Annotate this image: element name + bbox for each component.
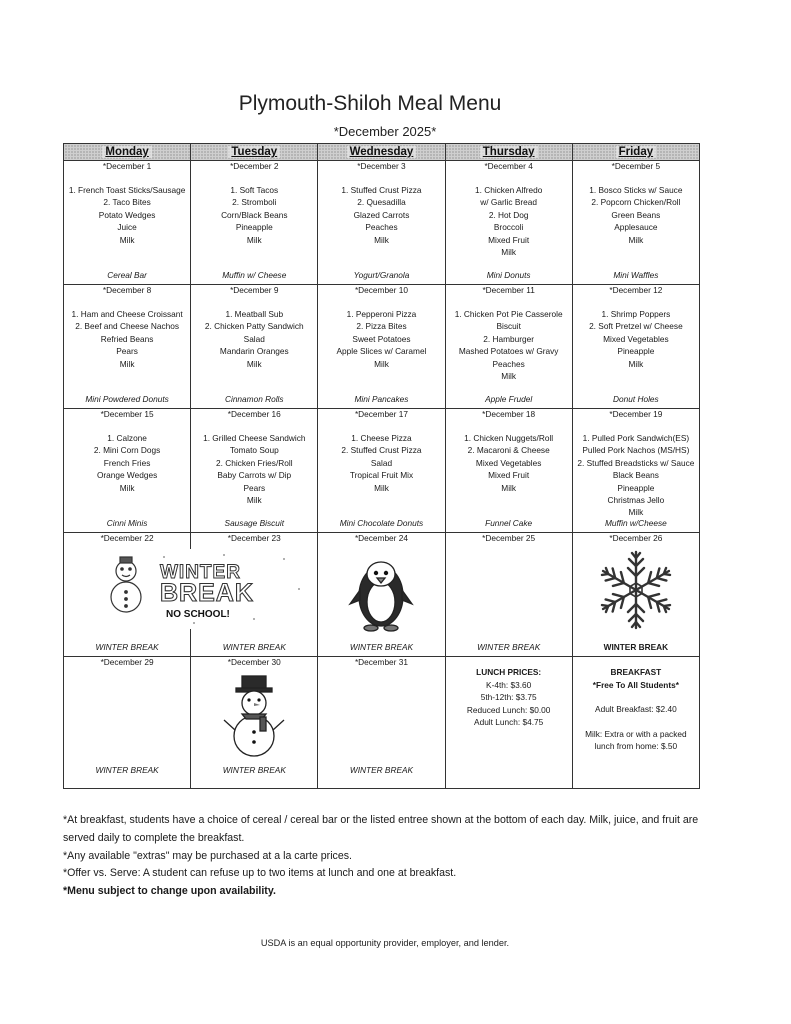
menu-item: Refried Beans (100, 333, 154, 344)
menu-item: Black Beans (612, 470, 659, 481)
day-cell (191, 409, 318, 533)
winter-break-label: WINTER BREAK (222, 764, 286, 775)
price-line: Reduced Lunch: $0.00 (466, 704, 551, 715)
menu-item: Milk (374, 358, 389, 369)
menu-item: 2. Hamburger (483, 333, 535, 344)
breakfast-item: Cinni Minis (106, 517, 148, 528)
price-line: 5th-12th: $3.75 (480, 692, 537, 703)
menu-items (573, 184, 699, 246)
menu-item: Mixed Vegetables (475, 457, 542, 468)
day-cell (318, 409, 445, 533)
menu-item: 1. Pepperoni Pizza (346, 309, 417, 319)
day-cell (445, 285, 572, 409)
day-date: *December 31 (354, 657, 408, 667)
day-cell (572, 409, 699, 533)
breakfast-item: Sausage Biscuit (224, 517, 285, 528)
menu-items (64, 184, 190, 246)
menu-item: 1. Soft Tacos (230, 185, 279, 195)
breakfast-item: Mini Pancakes (354, 393, 409, 404)
winter-break-label: WINTER BREAK (95, 764, 159, 775)
day-cell (445, 161, 572, 285)
break-text: BREAK (160, 579, 254, 607)
menu-item: 2. Mini Corn Dogs (93, 445, 161, 456)
menu-item: Pineapple (235, 222, 273, 233)
menu-item: Orange Wedges (96, 470, 158, 481)
menu-item: 2. Popcorn Chicken/Roll (591, 197, 681, 208)
day-cell (572, 533, 699, 657)
breakfast-heading: BREAKFAST (610, 667, 662, 677)
milk-price-line: lunch from home: $.50 (594, 741, 678, 752)
breakfast-item: Mini Powdered Donuts (85, 393, 169, 404)
winter-break-label: WINTER BREAK (222, 641, 286, 652)
menu-item: Milk (246, 358, 262, 369)
day-cell (191, 285, 318, 409)
day-date: *December 16 (227, 409, 281, 419)
menu-item: Green Beans (611, 209, 661, 220)
winter-break-label: WINTER BREAK (603, 641, 669, 652)
menu-item: 1. French Toast Sticks/Sausage (68, 185, 186, 195)
menu-items (191, 308, 317, 370)
menu-item: Tropical Fruit Mix (349, 470, 414, 481)
day-date: *December 23 (227, 533, 281, 543)
menu-item: 2. Soft Pretzel w/ Cheese (589, 321, 683, 332)
milk-price-line: Milk: Extra or with a packed (585, 728, 687, 739)
menu-item: 1. Cheese Pizza (351, 433, 412, 443)
menu-item: Pears (243, 482, 266, 493)
header-label: Monday (102, 146, 151, 158)
breakfast-item: Yogurt/Granola (353, 269, 410, 280)
day-date: *December 5 (611, 161, 661, 171)
page-subtitle: *December 2025* (333, 124, 437, 139)
menu-item: 2. Chicken Fries/Roll (216, 457, 293, 468)
menu-item: w/ Garlic Bread (480, 197, 538, 208)
header-thursday (445, 144, 572, 161)
snowman-graphic (191, 672, 317, 758)
header-label: Wednesday (347, 146, 417, 158)
breakfast-item: Cereal Bar (107, 269, 147, 280)
menu-item: 1. Calzone (107, 433, 147, 443)
menu-item: Mashed Potatoes w/ Gravy (458, 346, 559, 357)
menu-items (318, 432, 444, 494)
day-cell (318, 161, 445, 285)
menu-item: Pineapple (617, 482, 655, 493)
menu-item: Applesauce (614, 222, 658, 233)
week-row (64, 533, 700, 657)
day-date: *December 26 (609, 533, 663, 543)
usda-footer: USDA is an equal opportunity provider, employer, and lender. (260, 938, 510, 948)
menu-item: Milk (628, 507, 644, 518)
day-date: *December 17 (354, 409, 408, 419)
menu-item: Milk (246, 234, 262, 245)
menu-item: 2. Stuffed Crust Pizza (341, 445, 422, 456)
menu-item: 2. Hot Dog (488, 209, 529, 220)
day-cell (191, 161, 318, 285)
menu-items (573, 432, 699, 519)
menu-item: Mixed Fruit (488, 470, 530, 481)
menu-items (446, 432, 572, 494)
menu-item: Glazed Carrots (353, 209, 410, 220)
menu-item: 1. Grilled Cheese Sandwich (203, 433, 306, 443)
menu-item: French Fries (103, 457, 151, 468)
breakfast-item: Cinnamon Rolls (224, 393, 284, 404)
adult-breakfast-price: Adult Breakfast: $2.40 (595, 704, 677, 715)
menu-item: 2. Quesadilla (357, 197, 406, 208)
menu-item: Broccoli (493, 222, 524, 233)
price-line: K-4th: $3.60 (486, 679, 532, 690)
day-date: *December 15 (100, 409, 154, 419)
menu-item: Milk (119, 482, 135, 493)
menu-item: 1. Chicken Pot Pie Casserole (454, 309, 563, 319)
winter-break-graphic (104, 549, 314, 629)
menu-item: Milk (501, 371, 517, 382)
breakfast-item: Muffin w/Cheese (604, 517, 667, 528)
header-label: Tuesday (228, 146, 280, 158)
day-cell (64, 657, 191, 789)
menu-items (191, 432, 317, 506)
breakfast-item: Donut Holes (613, 393, 659, 404)
menu-item: Tomato Soup (229, 445, 279, 456)
header-tuesday (191, 144, 318, 161)
day-date: *December 18 (482, 409, 536, 419)
day-cell (572, 161, 699, 285)
day-date: *December 22 (100, 533, 154, 543)
winter-break-label: WINTER BREAK (349, 641, 414, 652)
menu-item: 1. Chicken Nuggets/Roll (464, 433, 554, 443)
winter-break-banner-cell (64, 533, 318, 657)
menu-item: Milk (374, 482, 389, 493)
header-label: Friday (616, 146, 657, 158)
menu-item: Baby Carrots w/ Dip (217, 470, 292, 481)
menu-item: Peaches (365, 222, 398, 233)
day-date: *December 12 (609, 285, 663, 295)
day-date: *December 30 (227, 657, 281, 667)
snowflake-icon (594, 548, 678, 632)
week-row (64, 657, 700, 789)
winter-break-label: WINTER BREAK (477, 641, 541, 652)
menu-items (191, 184, 317, 246)
menu-items (64, 308, 190, 370)
day-cell (318, 657, 445, 789)
menu-item: Mixed Vegetables (603, 333, 669, 344)
lunch-prices-heading: LUNCH PRICES: (476, 667, 542, 677)
menu-item: 2. Beef and Cheese Nachos (75, 321, 179, 332)
header-wednesday (318, 144, 445, 161)
penguin-graphic (318, 548, 444, 634)
breakfast-item: Apple Frudel (485, 393, 533, 404)
menu-item: Mixed Fruit (488, 234, 530, 245)
day-cell (64, 409, 191, 533)
menu-item: 2. Taco Bites (103, 197, 151, 208)
day-cell (64, 161, 191, 285)
winter-break-label: WINTER BREAK (349, 764, 414, 775)
menu-item: 1. Chicken Alfredo (474, 185, 543, 195)
menu-item: Pulled Pork Nachos (MS/HS) (582, 445, 690, 456)
menu-item: Corn/Black Beans (221, 209, 288, 220)
menu-item: Milk (119, 234, 135, 245)
snowman-icon (222, 672, 286, 758)
menu-calendar (63, 143, 700, 789)
menu-item: 2. Chicken Patty Sandwich (204, 321, 304, 332)
menu-item: 1. Bosco Sticks w/ Sauce (589, 185, 683, 195)
winter-text: WINTER (160, 562, 241, 583)
day-date: *December 24 (354, 533, 408, 543)
breakfast-free-note: *Free To All Students* (592, 679, 679, 690)
day-cell (318, 285, 445, 409)
day-header-row (64, 144, 700, 161)
menu-item: Milk (374, 234, 389, 245)
menu-item: Juice (117, 222, 137, 233)
menu-item: Pineapple (617, 346, 655, 357)
menu-item: 2. Macaroni & Cheese (467, 445, 550, 456)
menu-items (446, 308, 572, 382)
day-cell (64, 285, 191, 409)
menu-item: Sweet Potatoes (352, 333, 411, 344)
day-date: *December 8 (102, 285, 152, 295)
breakfast-info-cell (572, 657, 699, 789)
note-line: *Offer vs. Serve: A student can refuse up to two items at lunch and one at breakfast. (63, 867, 457, 880)
menu-items (318, 184, 444, 246)
breakfast-item: Mini Waffles (613, 269, 659, 280)
menu-item: 1. Ham and Cheese Croissant (71, 309, 183, 319)
note-line: *Menu subject to change upon availability. (63, 885, 276, 898)
menu-item: Salad (370, 457, 393, 468)
day-date: *December 29 (100, 657, 154, 667)
menu-item: Biscuit (496, 321, 521, 332)
menu-items (573, 308, 699, 370)
penguin-icon (346, 548, 416, 634)
day-date: *December 1 (102, 161, 152, 171)
day-cell (191, 657, 318, 789)
day-cell (318, 533, 445, 657)
menu-items (64, 432, 190, 494)
page-title: Plymouth-Shiloh Meal Menu (238, 92, 502, 115)
snowflake-graphic (573, 548, 699, 632)
week-row (64, 409, 700, 533)
menu-item: Christmas Jello (607, 495, 665, 506)
menu-item: 1. Pulled Pork Sandwich(ES) (582, 433, 690, 443)
day-date: *December 3 (357, 161, 406, 171)
menu-item: Milk (246, 495, 262, 506)
breakfast-item: Funnel Cake (485, 517, 533, 528)
menu-item: Mandarin Oranges (219, 346, 289, 357)
day-cell (572, 285, 699, 409)
day-date: *December 4 (484, 161, 533, 171)
header-monday (64, 144, 191, 161)
breakfast-item: Muffin w/ Cheese (222, 269, 287, 280)
menu-item: Milk (119, 358, 135, 369)
menu-item: Milk (628, 234, 644, 245)
menu-item: Potato Wedges (98, 209, 156, 220)
menu-item: Peaches (492, 358, 525, 369)
lunch-prices-cell (445, 657, 572, 789)
note-line: *Any available "extras" may be purchased at a la carte prices. (63, 849, 352, 862)
menu-items (318, 308, 444, 370)
week-row (64, 161, 700, 285)
day-date: *December 2 (230, 161, 279, 171)
day-date: *December 11 (482, 285, 535, 295)
menu-item: Milk (501, 247, 517, 258)
day-date: *December 9 (230, 285, 279, 295)
header-label: Thursday (480, 146, 538, 158)
menu-item: 2. Pizza Bites (356, 321, 407, 332)
week-row (64, 285, 700, 409)
day-date: *December 10 (354, 285, 408, 295)
day-date: *December 25 (482, 533, 536, 543)
menu-item: 1. Meatball Sub (225, 309, 284, 319)
menu-item: 1. Shrimp Poppers (601, 309, 671, 319)
day-cell (445, 533, 572, 657)
header-friday (572, 144, 699, 161)
menu-item: Milk (628, 358, 644, 369)
no-school-text: NO SCHOOL! (166, 609, 230, 620)
menu-notes (63, 812, 723, 901)
menu-item: 2. Stuffed Breadsticks w/ Sauce (577, 457, 695, 468)
note-line: *At breakfast, students have a choice of cereal / cereal bar or the listed entree shown at the bottom of each day. Milk, juice, and fruit are served daily to complete the breakfast. (63, 814, 699, 844)
menu-item: 2. Stromboli (232, 197, 277, 208)
menu-item: Salad (243, 333, 265, 344)
day-cell (445, 409, 572, 533)
menu-item: Apple Slices w/ Caramel (336, 346, 427, 357)
menu-item: 1. Stuffed Crust Pizza (341, 185, 422, 195)
winter-break-label: WINTER BREAK (95, 641, 159, 652)
breakfast-item: Mini Donuts (486, 269, 531, 280)
breakfast-item: Mini Chocolate Donuts (339, 517, 424, 528)
menu-item: Milk (501, 482, 517, 493)
menu-item: Pears (116, 346, 138, 357)
price-line: Adult Lunch: $4.75 (474, 717, 544, 728)
day-date: *December 19 (609, 409, 663, 419)
menu-items (446, 184, 572, 258)
